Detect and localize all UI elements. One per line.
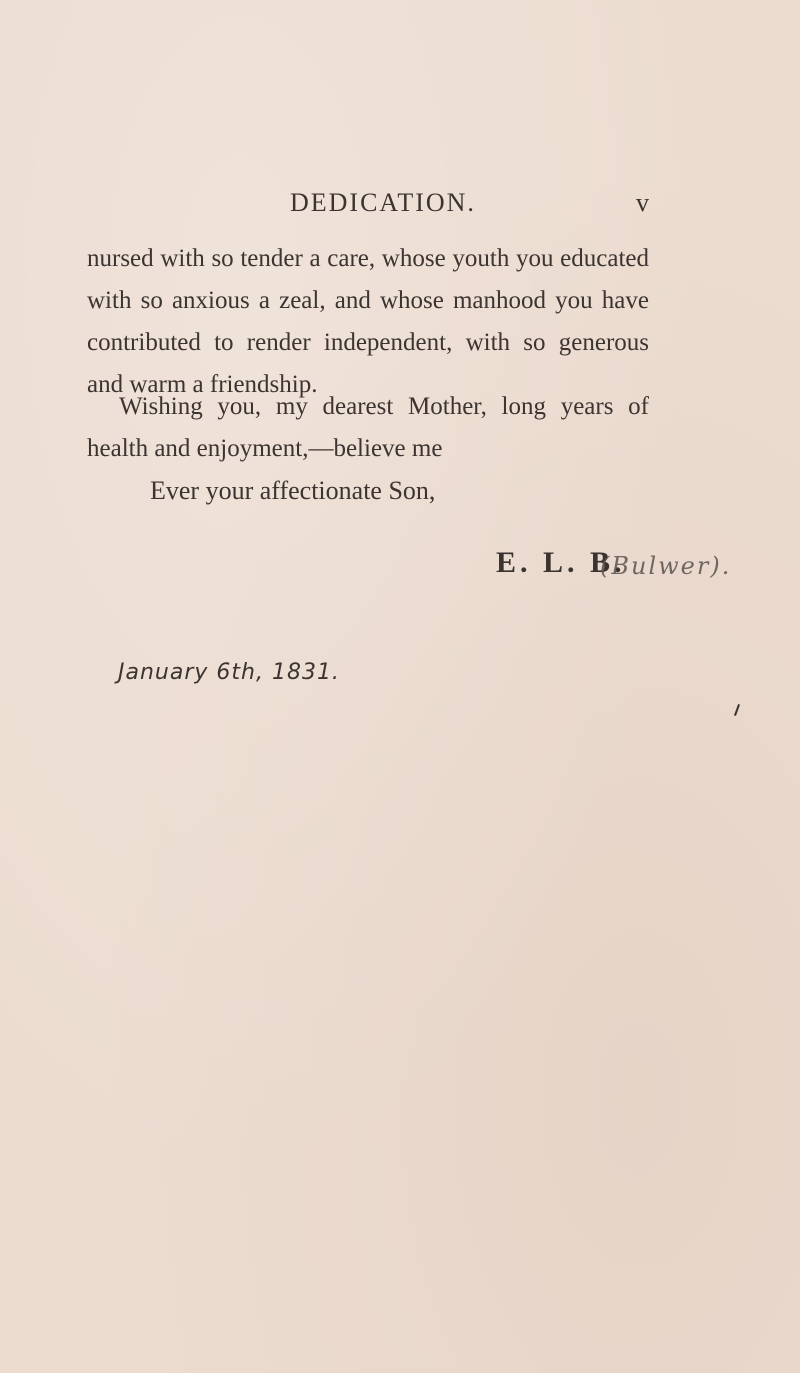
running-title: DEDICATION. — [290, 188, 476, 217]
paragraph-1: nursed with so tender a care, whose youth you educated with so anxious a zeal, and whose manhood you have contributed to render independent, with so generous and warm a friendship. — [87, 245, 649, 398]
paragraph-2: Wishing you, my dearest Mother, long years of health and enjoyment,—believe me — [87, 393, 649, 462]
pencil-mark — [734, 704, 740, 716]
closing-line: Ever your affectionate Son, — [150, 476, 436, 505]
page-number: v — [636, 188, 649, 217]
signature-initials: E. L. B. — [496, 546, 626, 579]
date-line: January 6th, 1831. — [118, 660, 340, 685]
running-head — [0, 188, 800, 228]
handwritten-annotation: (Bulwer). — [600, 552, 732, 580]
